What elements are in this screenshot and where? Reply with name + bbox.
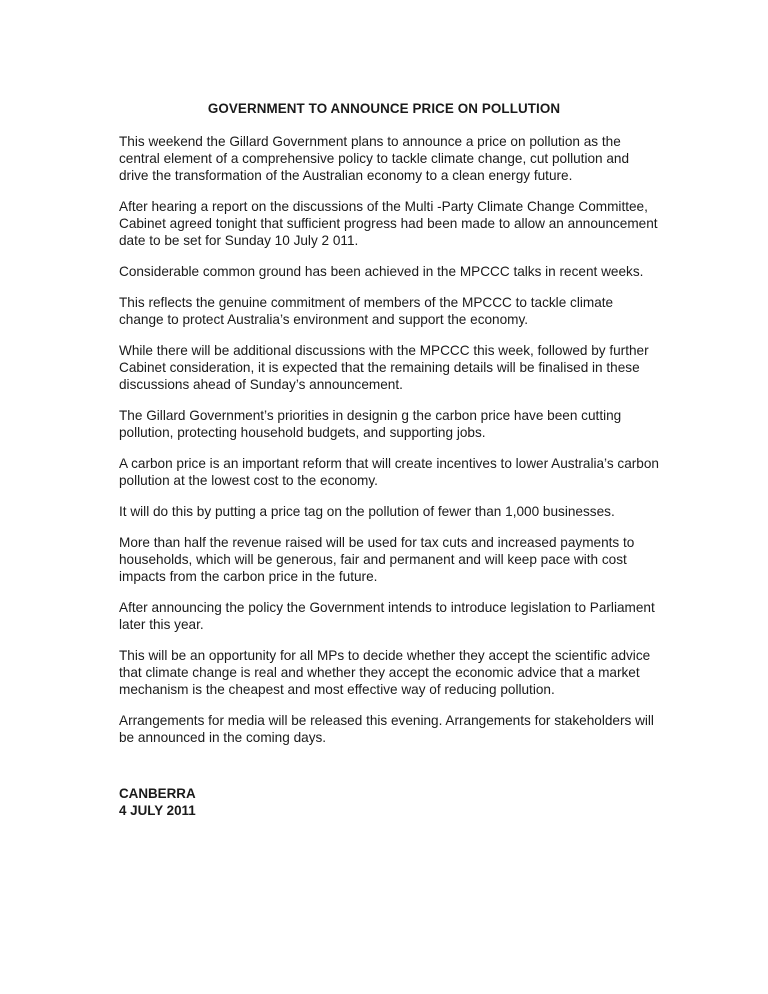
paragraph-8: It will do this by putting a price tag on the pollution of fewer than 1,000 businesses. (119, 504, 615, 519)
document-title: GOVERNMENT TO ANNOUNCE PRICE ON POLLUTION (207, 101, 561, 116)
paragraph-10: After announcing the policy the Government intends to introduce legislation to Parliament later this year. (119, 600, 655, 632)
paragraph-5: While there will be additional discussions with the MPCCC this week, followed by further Cabinet consideration, it is expected that the remaining details will be finalised in these discussions ahead of Sunday’s announcement. (119, 343, 649, 392)
paragraph-1: This weekend the Gillard Government plans to announce a price on pollution as the central element of a comprehensive policy to tackle climate change, cut pollution and drive the transformation of the Australian economy to a clean energy future. (119, 134, 630, 183)
signoff-block (119, 785, 196, 819)
paragraph-3: Considerable common ground has been achieved in the MPCCC talks in recent weeks. (119, 264, 644, 279)
paragraph-12: Arrangements for media will be released this evening. Arrangements for stakeholders will be announced in the coming days. (119, 713, 654, 745)
paragraph-7: A carbon price is an important reform that will create incentives to lower Australia’s carbon pollution at the lowest cost to the economy. (119, 456, 659, 488)
paragraph-6: The Gillard Government’s priorities in designin g the carbon price have been cutting pollution, protecting household budgets, and supporting jobs. (119, 408, 622, 440)
paragraph-9: More than half the revenue raised will be used for tax cuts and increased payments to households, which will be generous, fair and permanent and will keep pace with cost impacts from the carbon price in the future. (119, 535, 635, 584)
date-label: 4 JULY 2011 (119, 803, 196, 818)
document-body (119, 133, 659, 760)
paragraph-11: This will be an opportunity for all MPs to decide whether they accept the scientific advice that climate change is real and whether they accept the economic advice that a market mechanism is the cheapest and most effective way of reducing pollution. (119, 648, 651, 697)
paragraph-4: This reflects the genuine commitment of members of the MPCCC to tackle climate change to protect Australia’s environment and support the economy. (119, 295, 614, 327)
paragraph-2: After hearing a report on the discussions of the Multi -Party Climate Change Committee, Cabinet agreed tonight that sufficient progress had been made to allow an announcement date to be set for Sunday 10 July 2 011. (119, 199, 658, 248)
location-label: CANBERRA (119, 786, 196, 801)
